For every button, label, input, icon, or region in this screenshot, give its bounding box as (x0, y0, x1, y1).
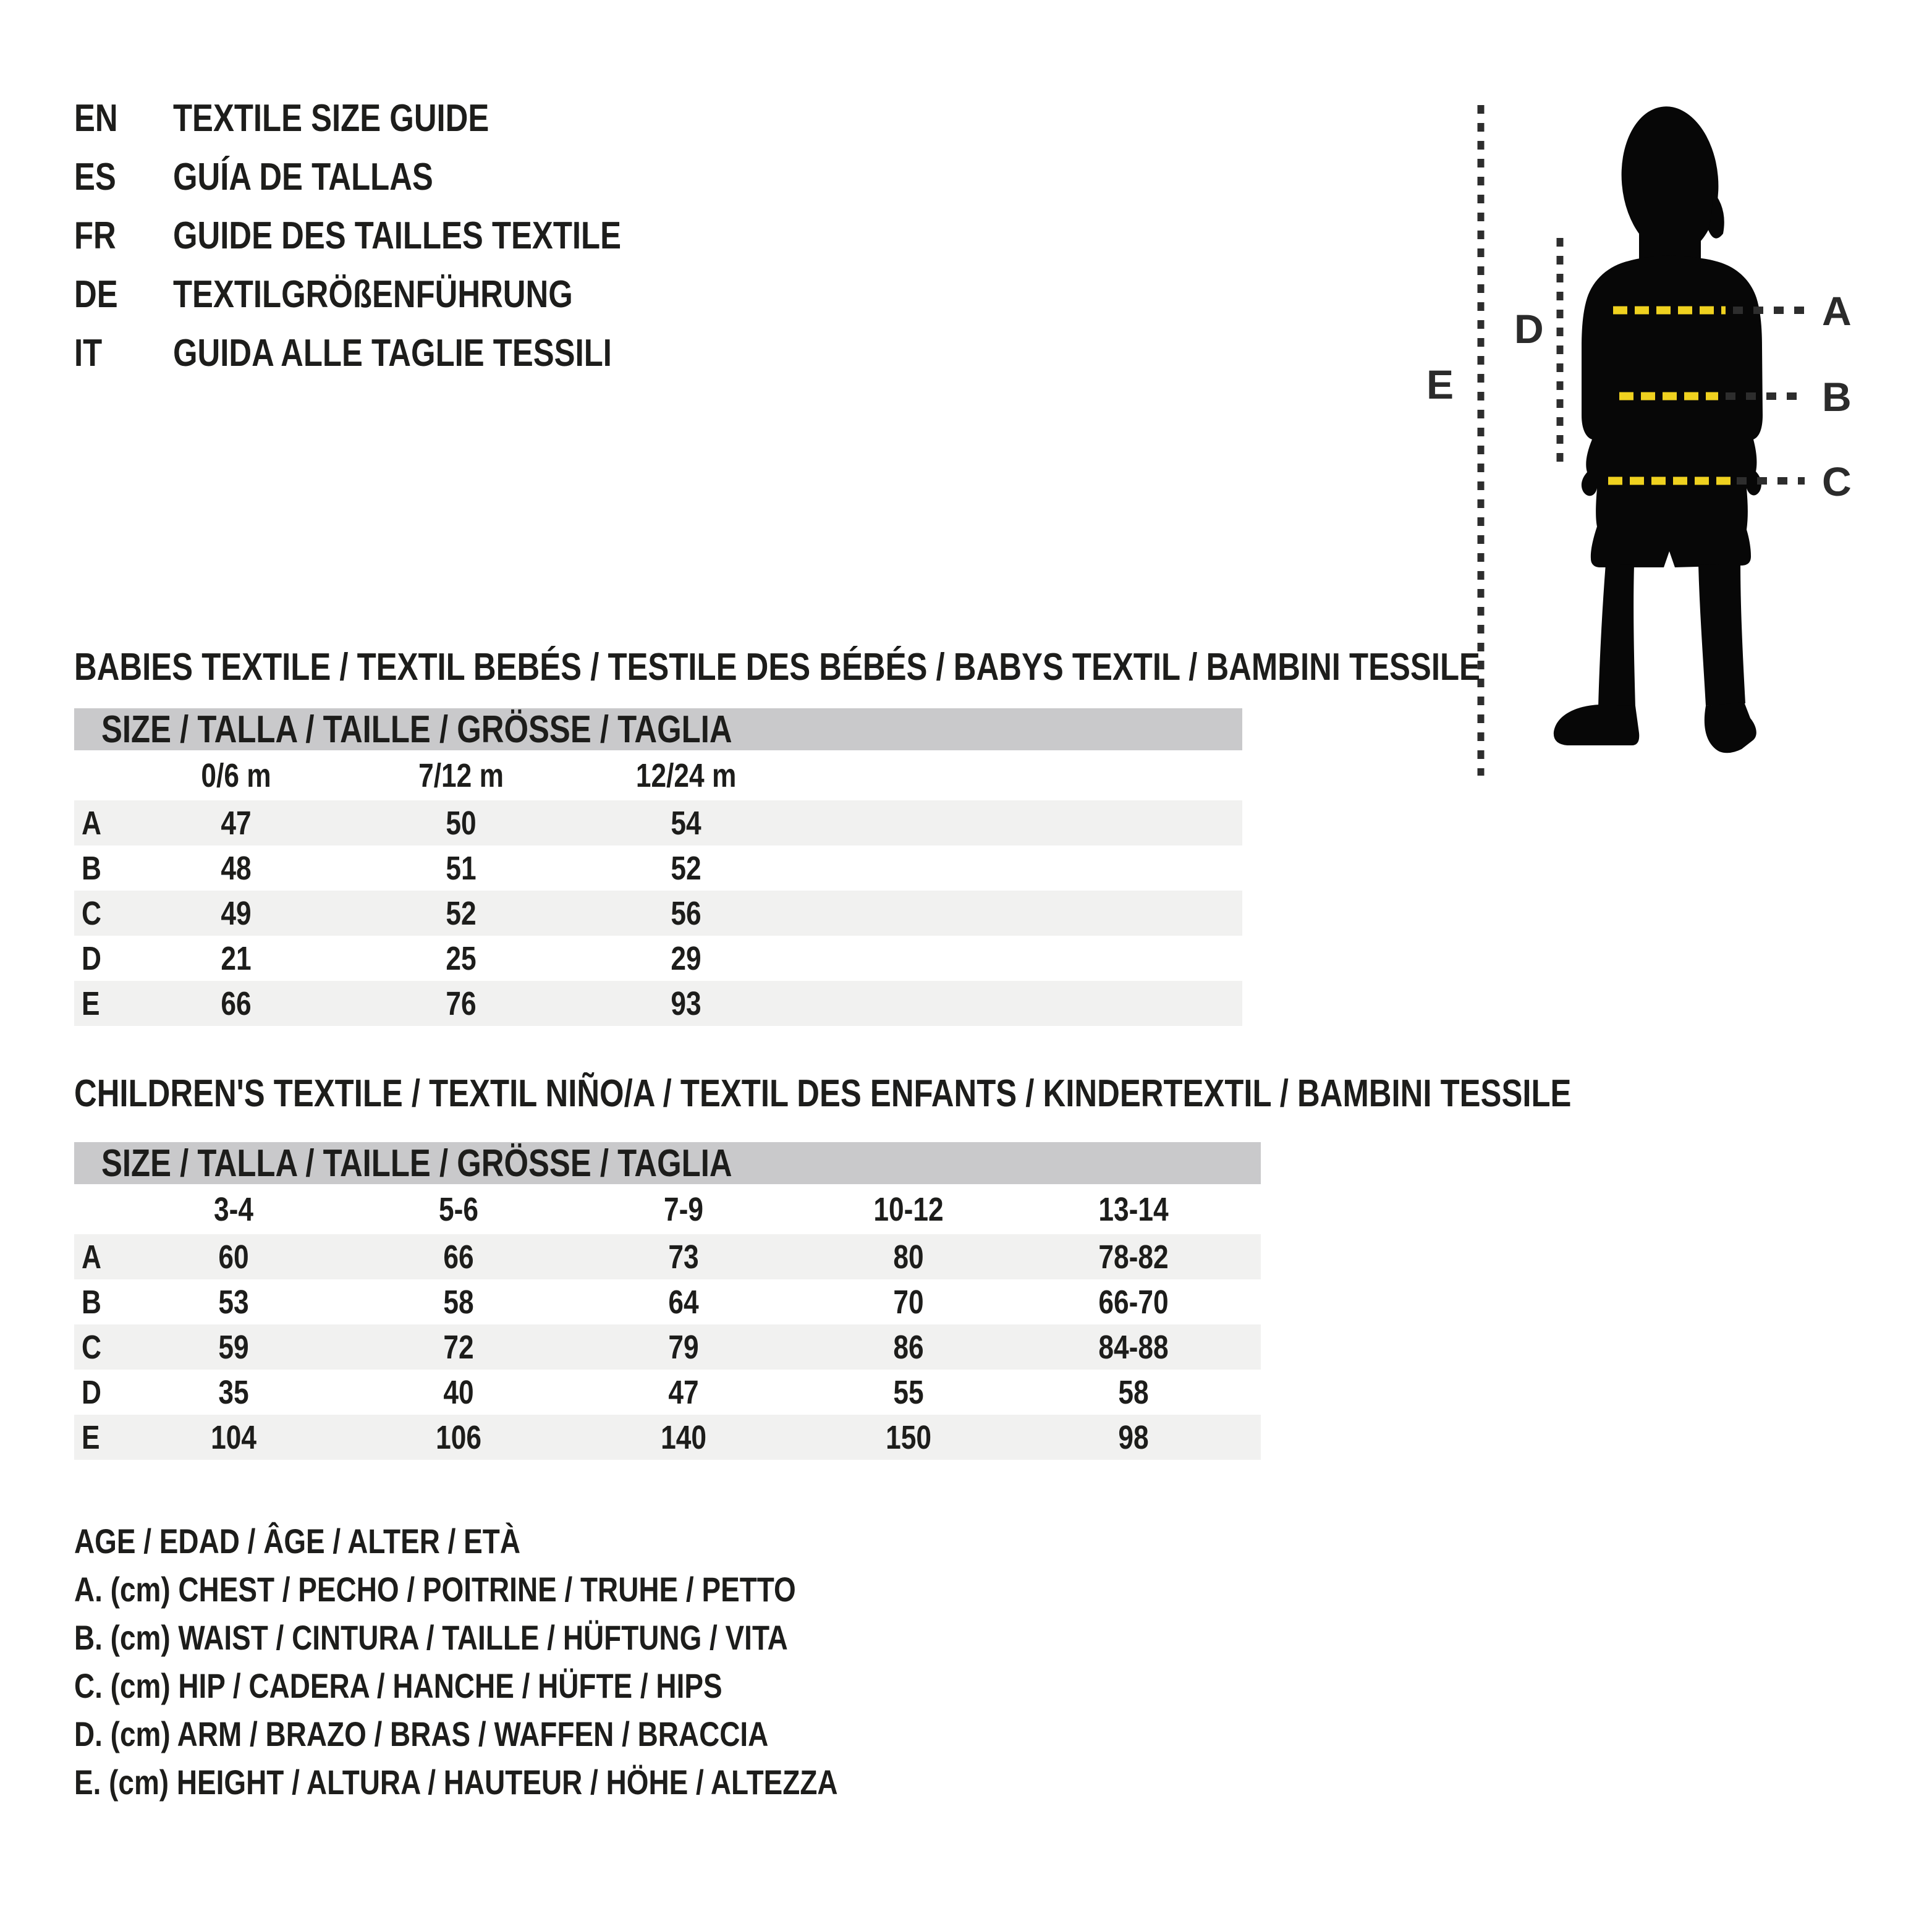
babies-size-header-bar (74, 708, 1242, 750)
children-size-header-bar (74, 1142, 1261, 1184)
lang-code-es: ES (74, 156, 116, 198)
lang-code-it: IT (74, 332, 103, 375)
babies-row-c: C 49 52 56 (74, 891, 1242, 936)
children-column-header-row: 3-4 5-6 7-9 10-12 13-14 (214, 1190, 1169, 1228)
children-size-table (74, 1142, 1261, 1460)
legend-age: AGE / EDAD / ÂGE / ALTER / ETÀ (74, 1522, 521, 1561)
figure-label-c: C (1822, 459, 1852, 504)
babies-row-e-label: E (82, 985, 100, 1022)
lang-title-it: GUIDA ALLE TAGLIE TESSILI (173, 332, 612, 375)
legend-waist: B. (cm) WAIST / CINTURA / TAILLE / HÜFTUNG / VITA (74, 1618, 788, 1657)
babies-row-e: E 66 76 93 (74, 981, 1242, 1026)
children-row-c: C 59 72 79 86 84-88 (74, 1324, 1261, 1370)
measurement-diagram (1409, 80, 1932, 797)
babies-row-a: A 47 50 54 (74, 800, 1242, 845)
figure-label-a: A (1822, 288, 1852, 334)
babies-heading-text: BABIES TEXTILE / TEXTIL BEBÉS / TESTILE DES BÉBÉS / BABYS TEXTIL / BAMBINI TESSILE (74, 646, 1480, 688)
babies-row-b-label: B (82, 849, 101, 887)
babies-row-c-label: C (82, 894, 101, 932)
legend-hip: C. (cm) HIP / CADERA / HANCHE / HÜFTE / HIPS (74, 1666, 722, 1705)
children-row-a: A 60 66 73 80 78-82 (74, 1234, 1261, 1279)
babies-row-d-label: D (82, 939, 101, 977)
babies-row-d: D 21 25 29 (74, 936, 1242, 981)
legend-height: E. (cm) HEIGHT / ALTURA / HAUTEUR / HÖHE / ALTEZZA (74, 1763, 838, 1802)
babies-section-heading (74, 648, 1789, 687)
babies-size-header-text: SIZE / TALLA / TAILLE / GRÖSSE / TAGLIA (101, 708, 732, 751)
figure-label-d: D (1514, 306, 1544, 352)
children-row-c-label: C (82, 1328, 101, 1366)
children-row-d: D 35 40 47 55 58 (74, 1370, 1261, 1415)
children-row-b: B 53 58 64 70 66-70 (74, 1279, 1261, 1324)
figure-label-e: E (1426, 362, 1454, 407)
children-row-e: E 104 106 140 150 98 (74, 1415, 1261, 1460)
children-row-b-label: B (82, 1283, 101, 1321)
babies-row-a-label: A (82, 804, 101, 842)
children-heading-text: CHILDREN'S TEXTILE / TEXTIL NIÑO/A / TEXTIL DES ENFANTS / KINDERTEXTIL / BAMBINI TESSILE (74, 1072, 1572, 1115)
legend-arm: D. (cm) ARM / BRAZO / BRAS / WAFFEN / BRACCIA (74, 1714, 769, 1753)
children-row-d-label: D (82, 1373, 101, 1411)
lang-title-fr: GUIDE DES TAILLES TEXTILE (173, 214, 621, 257)
lang-title-es: GUÍA DE TALLAS (173, 156, 433, 198)
babies-row-b: B 48 51 52 (74, 845, 1242, 891)
legend-chest: A. (cm) CHEST / PECHO / POITRINE / TRUHE / PETTO (74, 1570, 796, 1609)
babies-column-header-row: 0/6 m 7/12 m 12/24 m (201, 756, 737, 794)
lang-code-en: EN (74, 97, 118, 140)
lang-code-fr: FR (74, 214, 116, 257)
figure-label-b: B (1822, 374, 1852, 420)
children-row-e-label: E (82, 1418, 100, 1456)
lang-title-en: TEXTILE SIZE GUIDE (173, 97, 489, 140)
babies-size-table (74, 708, 1242, 1026)
children-section-heading (74, 1074, 1900, 1114)
children-row-a-label: A (82, 1238, 101, 1276)
children-size-header-text: SIZE / TALLA / TAILLE / GRÖSSE / TAGLIA (101, 1142, 732, 1185)
lang-title-de: TEXTILGRÖßENFÜHRUNG (173, 273, 573, 316)
lang-code-de: DE (74, 273, 118, 316)
